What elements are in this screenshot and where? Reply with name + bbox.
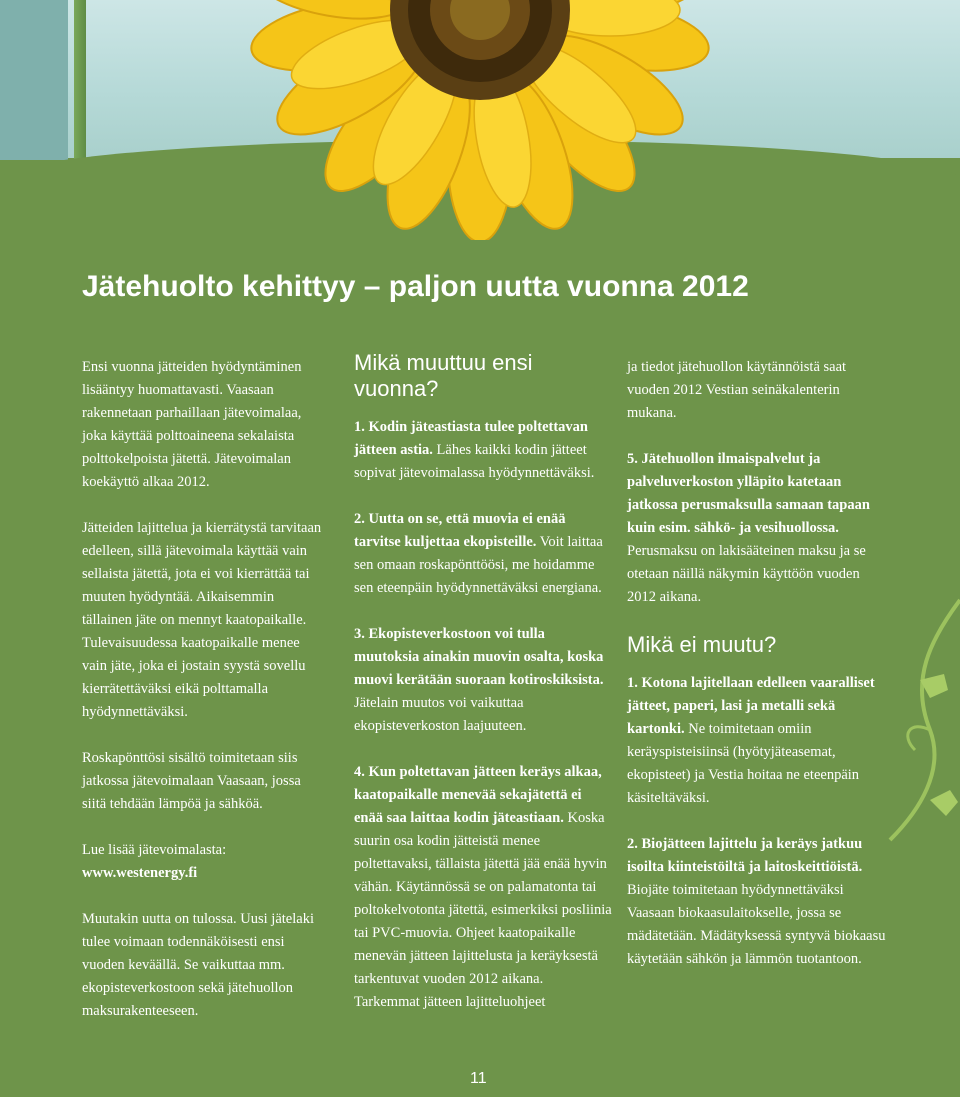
change-item-text: Perusmaksu on lakisääteinen maksu ja se otetaan näillä näkymin käyttöön vuoden 2012 aikana.: [627, 543, 866, 605]
unchanged-item: [627, 833, 887, 971]
left-teal-panel: [0, 0, 68, 160]
unchanged-item-title: 1. Kotona lajitellaan edelleen vaaralliset jätteet, paperi, lasi ja metalli sekä kartonki.: [627, 675, 875, 737]
what-changes-heading: Mikä muuttuu ensi vuonna?: [354, 350, 533, 401]
change-item-text: Voit laittaa sen omaan roskapönttöösi, me hoidamme sen eteenpäin hyödynnettäväksi energiana.: [354, 534, 603, 596]
column-2: [354, 350, 612, 1037]
change-item-title: 5. Jätehuollon ilmaispalvelut ja palveluverkoston ylläpito katetaan jatkossa perusmaksulla samaan tapaan kuin esim. sähkö- ja vesihuollossa.: [627, 451, 870, 536]
change-item-title: 1. Kodin jäteastiasta tulee poltettavan jätteen astia.: [354, 419, 588, 458]
unchanged-item-text: Biojäte toimitetaan hyödynnettäväksi Vaasaan biokaasulaitokselle, jossa se mädätetään. Mädätyksessä syntyvä biokaasu käytetään sähkön ja lämmön tuotantoon.: [627, 882, 886, 967]
change-item: [354, 761, 612, 1014]
sunflower-stem: [74, 0, 86, 160]
read-more-text: Lue lisää jätevoimalasta:: [82, 842, 227, 858]
read-more-paragraph: [82, 839, 327, 885]
change-item-text: Koska suurin osa kodin jätteistä menee poltettavaksi, tällaista jätettä jää enää hyvin vähän. Käytännössä se on palamatonta tai poltokelvotonta jätettä, esimerkiksi posliinia tai PVC-muovia. Ohjeet kaatopaikalle menevän jätteen lajittelusta ja keräyksestä tarkentuvat vuoden 2012 aikana. Tarkemmat jätteen lajitteluohjeet: [354, 810, 612, 1010]
change-item-text: Lähes kaikki kodin jätteet sopivat jätevoimalassa hyödynnettäväksi.: [354, 442, 595, 481]
waste-bin-paragraph: Roskapönttösi sisältö toimitetaan siis jatkossa jätevoimalaan Vaasaan, jossa siitä tehdään lämpöä ja sähköä.: [82, 750, 301, 812]
sorting-paragraph: Jätteiden lajittelua ja kierrätystä tarvitaan edelleen, sillä jätevoimala käyttää vain sellaista jätettä, jota ei voi kierrättää tai muuten hyödyntää. Aikaisemmin tällainen jäte on mennyt kaatopaikalle. Tulevaisuudessa kaatopaikalle menee vain jäte, joka ei jostain syystä sovellu kierrätettäväksi eikä polttamalla hyödynnettäväksi.: [82, 520, 322, 720]
page-title: Jätehuolto kehittyy – paljon uutta vuonna 2012: [82, 270, 749, 303]
westenergy-link[interactable]: www.westenergy.fi: [82, 865, 198, 881]
unchanged-item-text: Ne toimitetaan omiin keräyspisteisiinsä (hyötyjäteasemat, ekopisteet) ja Vestia hoitaa ne eteenpäin käsiteltäväksi.: [627, 721, 860, 806]
continued-paragraph: ja tiedot jätehuollon käytännöistä saat vuoden 2012 Vestian seinäkalenterin mukana.: [627, 359, 847, 421]
column-3: [627, 356, 887, 994]
page-number: 11: [470, 1070, 487, 1087]
new-law-paragraph: Muutakin uutta on tulossa. Uusi jätelaki tulee voimaan todennäköisesti ensi vuoden keväällä. Se vaikuttaa mm. ekopisteverkostoon sekä jätehuollon maksurakenteeseen.: [82, 911, 314, 1019]
change-item-title: 4. Kun poltettavan jätteen keräys alkaa, kaatopaikalle menevää sekajätettä ei enää saa laittaa kodin jäteastiaan.: [354, 764, 602, 826]
unchanged-item-title: 2. Biojätteen lajittelu ja keräys jatkuu isoilta kiinteistöiltä ja laitoskeittiöistä.: [627, 836, 863, 875]
unchanged-item: [627, 672, 887, 810]
sunflower-image: [180, 0, 780, 240]
change-item: [627, 448, 887, 609]
what-stays-heading: Mikä ei muutu?: [627, 632, 777, 657]
intro-paragraph: Ensi vuonna jätteiden hyödyntäminen lisääntyy huomattavasti. Vaasaan rakennetaan parhaillaan jätevoimalaa, joka käyttää polttoaineena sekalaista polttokelpoista jätettä. Jätevoimalan koekäyttö alkaa 2012.: [82, 359, 302, 490]
change-item-title: 2. Uutta on se, että muovia ei enää tarvitse kuljettaa ekopisteille.: [354, 511, 566, 550]
column-1: [82, 356, 327, 1046]
change-item: [354, 623, 612, 738]
change-item: [354, 416, 612, 485]
change-item-title: 3. Ekopisteverkostoon voi tulla muutoksia ainakin muovin osalta, koska muovi kerätään suoraan kotiroskiksista.: [354, 626, 604, 688]
change-item-text: Jätelain muutos voi vaikuttaa ekopisteverkoston laajuuteen.: [354, 695, 527, 734]
change-item: [354, 508, 612, 600]
